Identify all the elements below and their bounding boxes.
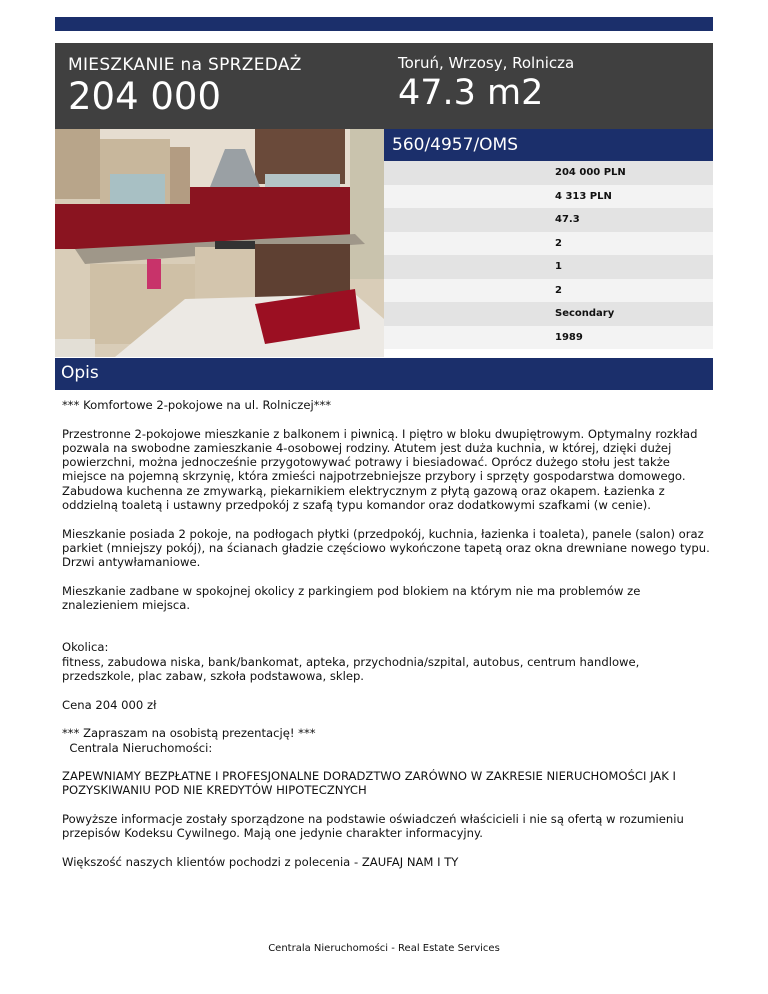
listing-reference-number: 560/4957/OMS	[392, 135, 519, 155]
description-paragraph: ZAPEWNIAMY BEZPŁATNE I PROFESJONALNE DORADZTWO ZARÓWNO W ZAKRESIE NIERUCHOMOŚCI JAK I POZYSKIWANIU POD NIE KREDYTÓW HIPOTECZNYCH	[62, 769, 676, 798]
description-header	[55, 358, 713, 390]
attribute-value: 204 000 PLN	[555, 167, 626, 178]
attribute-value: 2	[555, 237, 562, 249]
section-title: Opis	[61, 363, 99, 383]
page-footer: Centrala Nieruchomości - Real Estate Services	[268, 943, 500, 954]
description-text	[62, 398, 712, 884]
attribute-row	[384, 208, 713, 232]
description-paragraph: Większość naszych klientów pochodzi z polecenia - ZAUFAJ NAM I TY	[62, 854, 459, 869]
description-paragraph: Mieszkanie posiada 2 pokoje, na podłogach płytki (przedpokój, kuchnia, łazienka i toaleta), panele (salon) oraz parkiet (mniejszy pokój), na ścianach gładzie częściowo wykończone tapetą oraz okna drewniane nowego typu. Drzwi antywłamaniowe.	[62, 526, 710, 570]
description-paragraph: Powyższe informacje zostały sporządzone na podstawie oświadczeń właścicieli i nie są ofertą w rozumieniu przepisów Kodeksu Cywilnego. Mają one jedynie charakter informacyjny.	[62, 812, 684, 841]
description-paragraph: *** Zapraszam na osobistą prezentację! *** Centrala Nieruchomości:	[62, 726, 316, 755]
listing-area: 47.3 m2	[398, 73, 544, 113]
attribute-value: 4 313 PLN	[555, 190, 612, 202]
listing-header	[55, 43, 713, 129]
listing-type: MIESZKANIE na SPRZEDAŻ	[68, 55, 302, 75]
attribute-row	[384, 232, 713, 256]
attribute-value: 1	[555, 261, 562, 272]
reference-bar	[384, 129, 713, 161]
description-paragraph: Okolica: fitness, zabudowa niska, bank/bankomat, apteka, przychodnia/szpital, autobus, centrum handlowe, przedszkole, plac zabaw, szkoła podstawowa, sklep.	[62, 640, 640, 684]
top-accent-bar	[55, 17, 713, 31]
listing-location: Toruń, Wrzosy, Rolnicza	[398, 54, 575, 72]
description-paragraph: Cena 204 000 zł	[62, 697, 157, 712]
attribute-row	[384, 185, 713, 209]
listing-price: 204 000	[68, 75, 222, 118]
description-paragraph: Mieszkanie zadbane w spokojnej okolicy z parkingiem pod blokiem na którym nie ma problemów ze znalezieniem miejsca.	[62, 583, 641, 613]
property-photo	[55, 129, 384, 357]
attribute-row	[384, 161, 713, 185]
attribute-value: 2	[555, 284, 562, 296]
description-paragraph: *** Komfortowe 2-pokojowe na ul. Rolniczej***	[62, 398, 332, 412]
attribute-row	[384, 302, 713, 326]
attribute-row	[384, 326, 713, 350]
attribute-row	[384, 255, 713, 279]
attribute-value: 47.3	[555, 214, 580, 225]
attribute-row	[384, 279, 713, 303]
description-paragraph: Przestronne 2-pokojowe mieszkanie z balkonem i piwnicą. I piętro w bloku dwupiętrowym. Optymalny rozkład pozwala na swobodne zamieszkanie 4-osobowej rodziny. Atutem jest duża kuchnia, w której, dzięki dużej powierzchni, można jednocześnie przygotowywać potrawy i biesiadować. Oprócz dużego stołu jest także miejsce na pojemną skrzynię, która zmieści najpotrzebniejsze przybory i sprzęty gospodarstwa domowego. Zabudowa kuchenna ze zmywarką, piekarnikiem elektrycznym z płytą gazową oraz okapem. Łazienka z oddzielną toaletą i ustawny przedpokój z szafą typu komandor oraz dodatkowymi szafkami (w cenie).	[62, 426, 698, 513]
attribute-value: Secondary	[555, 308, 615, 319]
attribute-value: 1989	[555, 331, 583, 343]
attribute-table	[384, 161, 713, 349]
